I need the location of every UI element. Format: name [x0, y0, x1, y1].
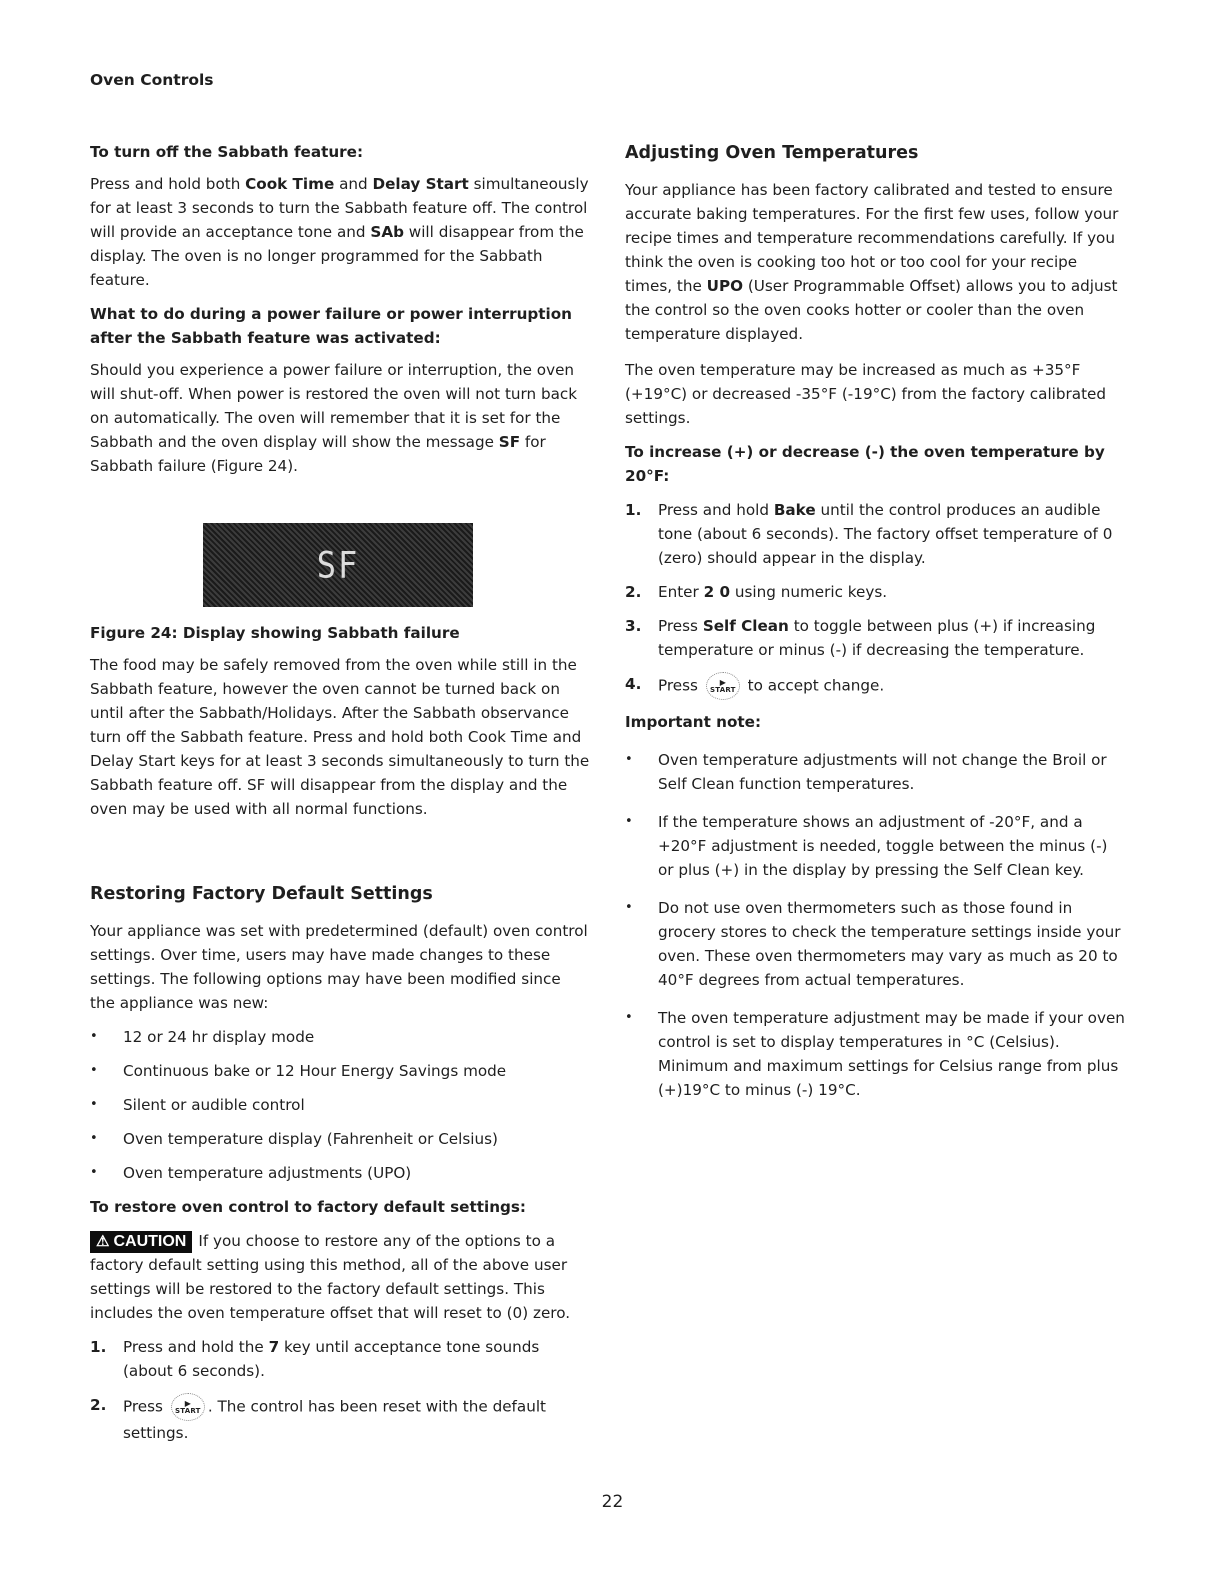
text: . The control has been reset with the default settings. [123, 1397, 547, 1442]
caution-paragraph [90, 1229, 590, 1325]
text: Press [658, 617, 703, 635]
self-clean-key: Self Clean [702, 617, 789, 635]
text: Your appliance has been factory calibrated and tested to ensure accurate baking temperatures. For the first few uses, follow your recipe times and temperature recommendations carefully. If you think the oven is cooking too hot or too cool for your recipe times, the [625, 181, 1119, 295]
text: until the control produces an audible tone (about 6 seconds). The factory offset temperature of 0 (zero) should appear in the display. [658, 501, 1113, 567]
play-icon: ▶ [184, 1398, 191, 1408]
text: and [334, 175, 373, 193]
list-item [625, 498, 1125, 570]
step-number: 4. [625, 675, 642, 693]
text: to toggle between plus (+) if increasing temperature or minus (-) if decreasing the temperature. [658, 617, 1096, 659]
caution-text: If you choose to restore any of the options to a factory default setting using this method, all of the above user settings will be restored to the factory default settings. This includes the oven temperature offset that will reset to (0) zero. [90, 1232, 571, 1322]
adjust-paragraph-1 [625, 178, 1125, 346]
text: Enter [658, 583, 704, 601]
left-column [90, 140, 590, 1455]
page-header: Oven Controls [90, 71, 214, 89]
list-item [625, 672, 1125, 700]
figure-24 [203, 523, 473, 607]
list-item: • Silent or audible control [90, 1093, 590, 1117]
warning-icon: ⚠ [96, 1233, 110, 1250]
notes-list [625, 748, 1125, 1102]
page-number: 22 [601, 1492, 624, 1512]
step-number: 2. [90, 1396, 107, 1414]
text: will disappear from the display. The oven is no longer programmed for the Sabbath feature. [90, 223, 584, 289]
text: Press [123, 1397, 168, 1416]
power-failure-paragraph [90, 358, 590, 478]
caution-badge [90, 1231, 192, 1253]
adjust-paragraph-2: The oven temperature may be increased as much as +35°F (+19°C) or decreased -35°F (-19°C) from the factory calibrated settings. [625, 361, 1107, 427]
text: Press and hold the [123, 1338, 269, 1356]
oven-display-image [203, 523, 473, 607]
adjust-steps [625, 498, 1125, 700]
text: using numeric keys. [730, 583, 888, 601]
text: Should you experience a power failure or interruption, the oven will shut-off. When power is restored the oven will not turn back on automatically. The oven will remember that it is set for the Sabbath and the oven display will show the message [90, 361, 578, 451]
text: simultaneously for at least 3 seconds to turn the Sabbath feature off. The control will provide an acceptance tone and [90, 175, 589, 241]
list-item [625, 580, 1125, 604]
right-column [625, 140, 1125, 1112]
restore-steps [90, 1335, 590, 1445]
list-item: • Do not use oven thermometers such as those found in grocery stores to check the temperature settings inside your oven. These oven thermometers may vary as much as 20 to 40°F degrees from actual temperatures. [625, 896, 1125, 992]
text: Press [658, 676, 703, 695]
restore-intro: Your appliance was set with predetermined (default) oven control settings. Over time, users may have made changes to these settings. The following options may have been modified since the appliance was new: [90, 922, 588, 1012]
start-key-icon [706, 672, 740, 700]
sab-display-code: SAb [370, 223, 404, 241]
restore-section-title: Restoring Factory Default Settings [90, 884, 433, 904]
start-label: START [175, 1406, 201, 1415]
delay-start-key: Delay Start [372, 175, 469, 193]
text: key until acceptance tone sounds (about 6 seconds). [123, 1338, 540, 1380]
text: (User Programmable Offset) allows you to adjust the control so the oven cooks hotter or cooler than the oven temperature displayed. [625, 277, 1118, 343]
list-item: • Continuous bake or 12 Hour Energy Savings mode [90, 1059, 590, 1083]
list-item: • If the temperature shows an adjustment of -20°F, and a +20°F adjustment is needed, toggle between the minus (-) or plus (+) in the display by pressing the Self Clean key. [625, 810, 1125, 882]
list-item [625, 614, 1125, 662]
key-7: 7 [268, 1338, 280, 1356]
sf-display-code: SF [498, 433, 521, 451]
adjust-section-title: Adjusting Oven Temperatures [625, 143, 919, 163]
list-item: • 12 or 24 hr display mode [90, 1025, 590, 1049]
cook-time-key: Cook Time [245, 175, 335, 193]
text: for Sabbath failure (Figure 24). [90, 433, 546, 475]
list-item: • Oven temperature adjustments will not change the Broil or Self Clean function temperatures. [625, 748, 1125, 796]
list-item: • Oven temperature adjustments (UPO) [90, 1161, 590, 1185]
text: to accept change. [742, 676, 885, 695]
start-label: START [710, 685, 736, 694]
play-icon: ▶ [719, 677, 726, 687]
figure-caption: Figure 24: Display showing Sabbath failure [90, 624, 460, 642]
start-key-icon [171, 1393, 205, 1421]
upo-term: UPO [706, 277, 744, 295]
list-item [90, 1393, 590, 1445]
sabbath-off-paragraph [90, 172, 590, 292]
step-number: 1. [90, 1338, 107, 1356]
restore-sub-heading: To restore oven control to factory default settings: [90, 1198, 526, 1216]
numeric-entry: 2 0 [703, 583, 731, 601]
increase-decrease-heading: To increase (+) or decrease (-) the oven temperature by 20°F: [625, 443, 1105, 485]
step-number: 3. [625, 617, 642, 635]
bake-key: Bake [773, 501, 816, 519]
display-readout: SF [316, 543, 360, 587]
text: Press and hold [658, 501, 774, 519]
step-number: 2. [625, 583, 642, 601]
list-item [90, 1335, 590, 1383]
important-note-heading: Important note: [625, 713, 762, 731]
text: Press and hold both [90, 175, 246, 193]
list-item: • The oven temperature adjustment may be made if your oven control is set to display temperatures in °C (Celsius). Minimum and maximum settings for Celsius range from plus (+)19°C to minus (-) 19°C. [625, 1006, 1125, 1102]
caution-label: CAUTION [113, 1233, 187, 1250]
step-number: 1. [625, 501, 642, 519]
after-figure-paragraph: The food may be safely removed from the oven while still in the Sabbath feature, however the oven cannot be turned back on until after the Sabbath/Holidays. After the Sabbath observance turn off the Sabbath feature. Press and hold both Cook Time and Delay Start keys for at least 3 seconds simultaneously to turn the Sabbath feature off. SF will disappear from the display and the oven may be used with all normal functions. [90, 656, 590, 818]
list-item: • Oven temperature display (Fahrenheit or Celsius) [90, 1127, 590, 1151]
power-failure-heading: What to do during a power failure or power interruption after the Sabbath feature was activated: [90, 305, 572, 347]
sabbath-off-heading: To turn off the Sabbath feature: [90, 143, 364, 161]
options-list [90, 1025, 590, 1185]
